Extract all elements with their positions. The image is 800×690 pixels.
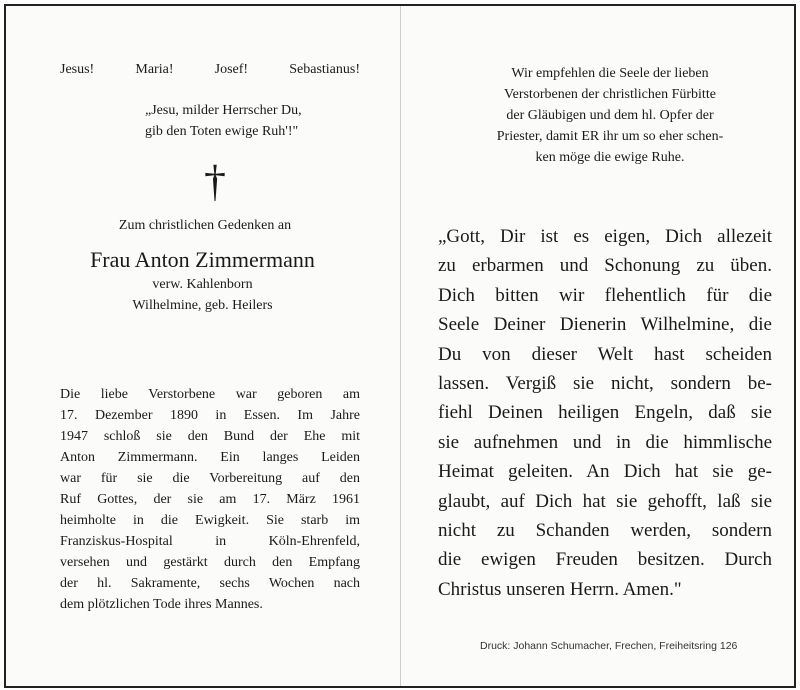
- text-line: versehen und gestärkt durch den Empfang: [60, 555, 360, 570]
- gedenken-heading: Zum christlichen Gedenken an: [118, 218, 292, 233]
- text-line: 17. Dezember 1890 in Essen. Im Jahre: [60, 408, 360, 423]
- text-line: Du von dieser Welt hast scheiden: [438, 343, 772, 365]
- opening-quote: [145, 100, 360, 142]
- text-line: Die liebe Verstorbene war geboren am: [60, 387, 360, 402]
- text-line: Heimat geleiten. An Dich hat sie ge-: [438, 461, 772, 483]
- text-line: ken möge die ewige Ruhe.: [535, 150, 685, 165]
- invocation-maria: Maria!: [135, 62, 174, 77]
- text-line: Verstorbenen der christlichen Fürbitte: [504, 87, 716, 102]
- invocation-josef: Josef!: [214, 62, 249, 77]
- fold-line: [400, 6, 401, 686]
- text-line: heimholte in die Ewigkeit. Sie starb im: [60, 513, 360, 528]
- text-line: Franziskus-Hospital in Köln-Ehrenfeld,: [60, 534, 360, 549]
- text-line: Seele Deiner Dienerin Wilhelmine, die: [438, 314, 772, 336]
- quote-line: „Jesu, milder Herrscher Du,: [145, 103, 302, 118]
- text-line: sie aufnehmen und in die himmlische: [438, 431, 772, 453]
- text-line: Anton Zimmermann. Ein langes Leiden: [60, 450, 360, 465]
- cross-icon: †: [204, 157, 226, 206]
- printer-credit: Druck: Johann Schumacher, Frechen, Freiheitsring 126: [480, 640, 738, 652]
- text-line: lassen. Vergiß sie nicht, sondern be-: [438, 373, 772, 395]
- text-line: der Gläubigen und dem hl. Opfer der: [506, 108, 714, 123]
- text-line: der hl. Sakramente, sechs Wochen nach: [60, 576, 360, 591]
- subname-line: Wilhelmine, geb. Heilers: [132, 298, 273, 313]
- text-line: war für sie die Vorbereitung auf den: [60, 471, 360, 486]
- prayer-text: [438, 222, 772, 604]
- text-line: Christus unseren Herrn. Amen.": [438, 578, 682, 600]
- text-line: Dich bitten wir flehentlich für die: [438, 284, 772, 306]
- intro-text: [450, 63, 770, 168]
- text-line: nicht zu Schanden werden, sondern: [438, 520, 772, 542]
- text-line: Priester, damit ER ihr um so eher schen-: [496, 129, 724, 144]
- text-line: „Gott, Dir ist es eigen, Dich allezeit: [438, 226, 772, 247]
- invocation: [60, 62, 360, 86]
- text-line: Wir empfehlen die Seele der lieben: [511, 66, 709, 81]
- text-line: 1947 schloß sie den Bund der Ehe mit: [60, 429, 360, 444]
- invocation-sebastianus: Sebastianus!: [289, 62, 360, 77]
- text-line: zu erbarmen und Schonung zu üben.: [438, 255, 772, 277]
- deceased-name: Frau Anton Zimmermann: [90, 247, 315, 272]
- text-line: die ewigen Freuden besitzen. Durch: [438, 549, 772, 571]
- quote-line: gib den Toten ewige Ruh'!": [145, 124, 299, 139]
- text-line: dem plötzlichen Tode ihres Mannes.: [60, 597, 263, 612]
- text-line: fiehl Deinen heiligen Engeln, daß sie: [438, 402, 772, 424]
- text-line: Ruf Gottes, der sie am 17. März 1961: [60, 492, 360, 507]
- left-panel: [60, 62, 360, 316]
- invocation-jesus: Jesus!: [60, 62, 95, 77]
- biography: [60, 384, 360, 615]
- text-line: glaubt, auf Dich hat sie gehofft, laß sie: [438, 490, 772, 512]
- subname-line: verw. Kahlenborn: [152, 277, 253, 292]
